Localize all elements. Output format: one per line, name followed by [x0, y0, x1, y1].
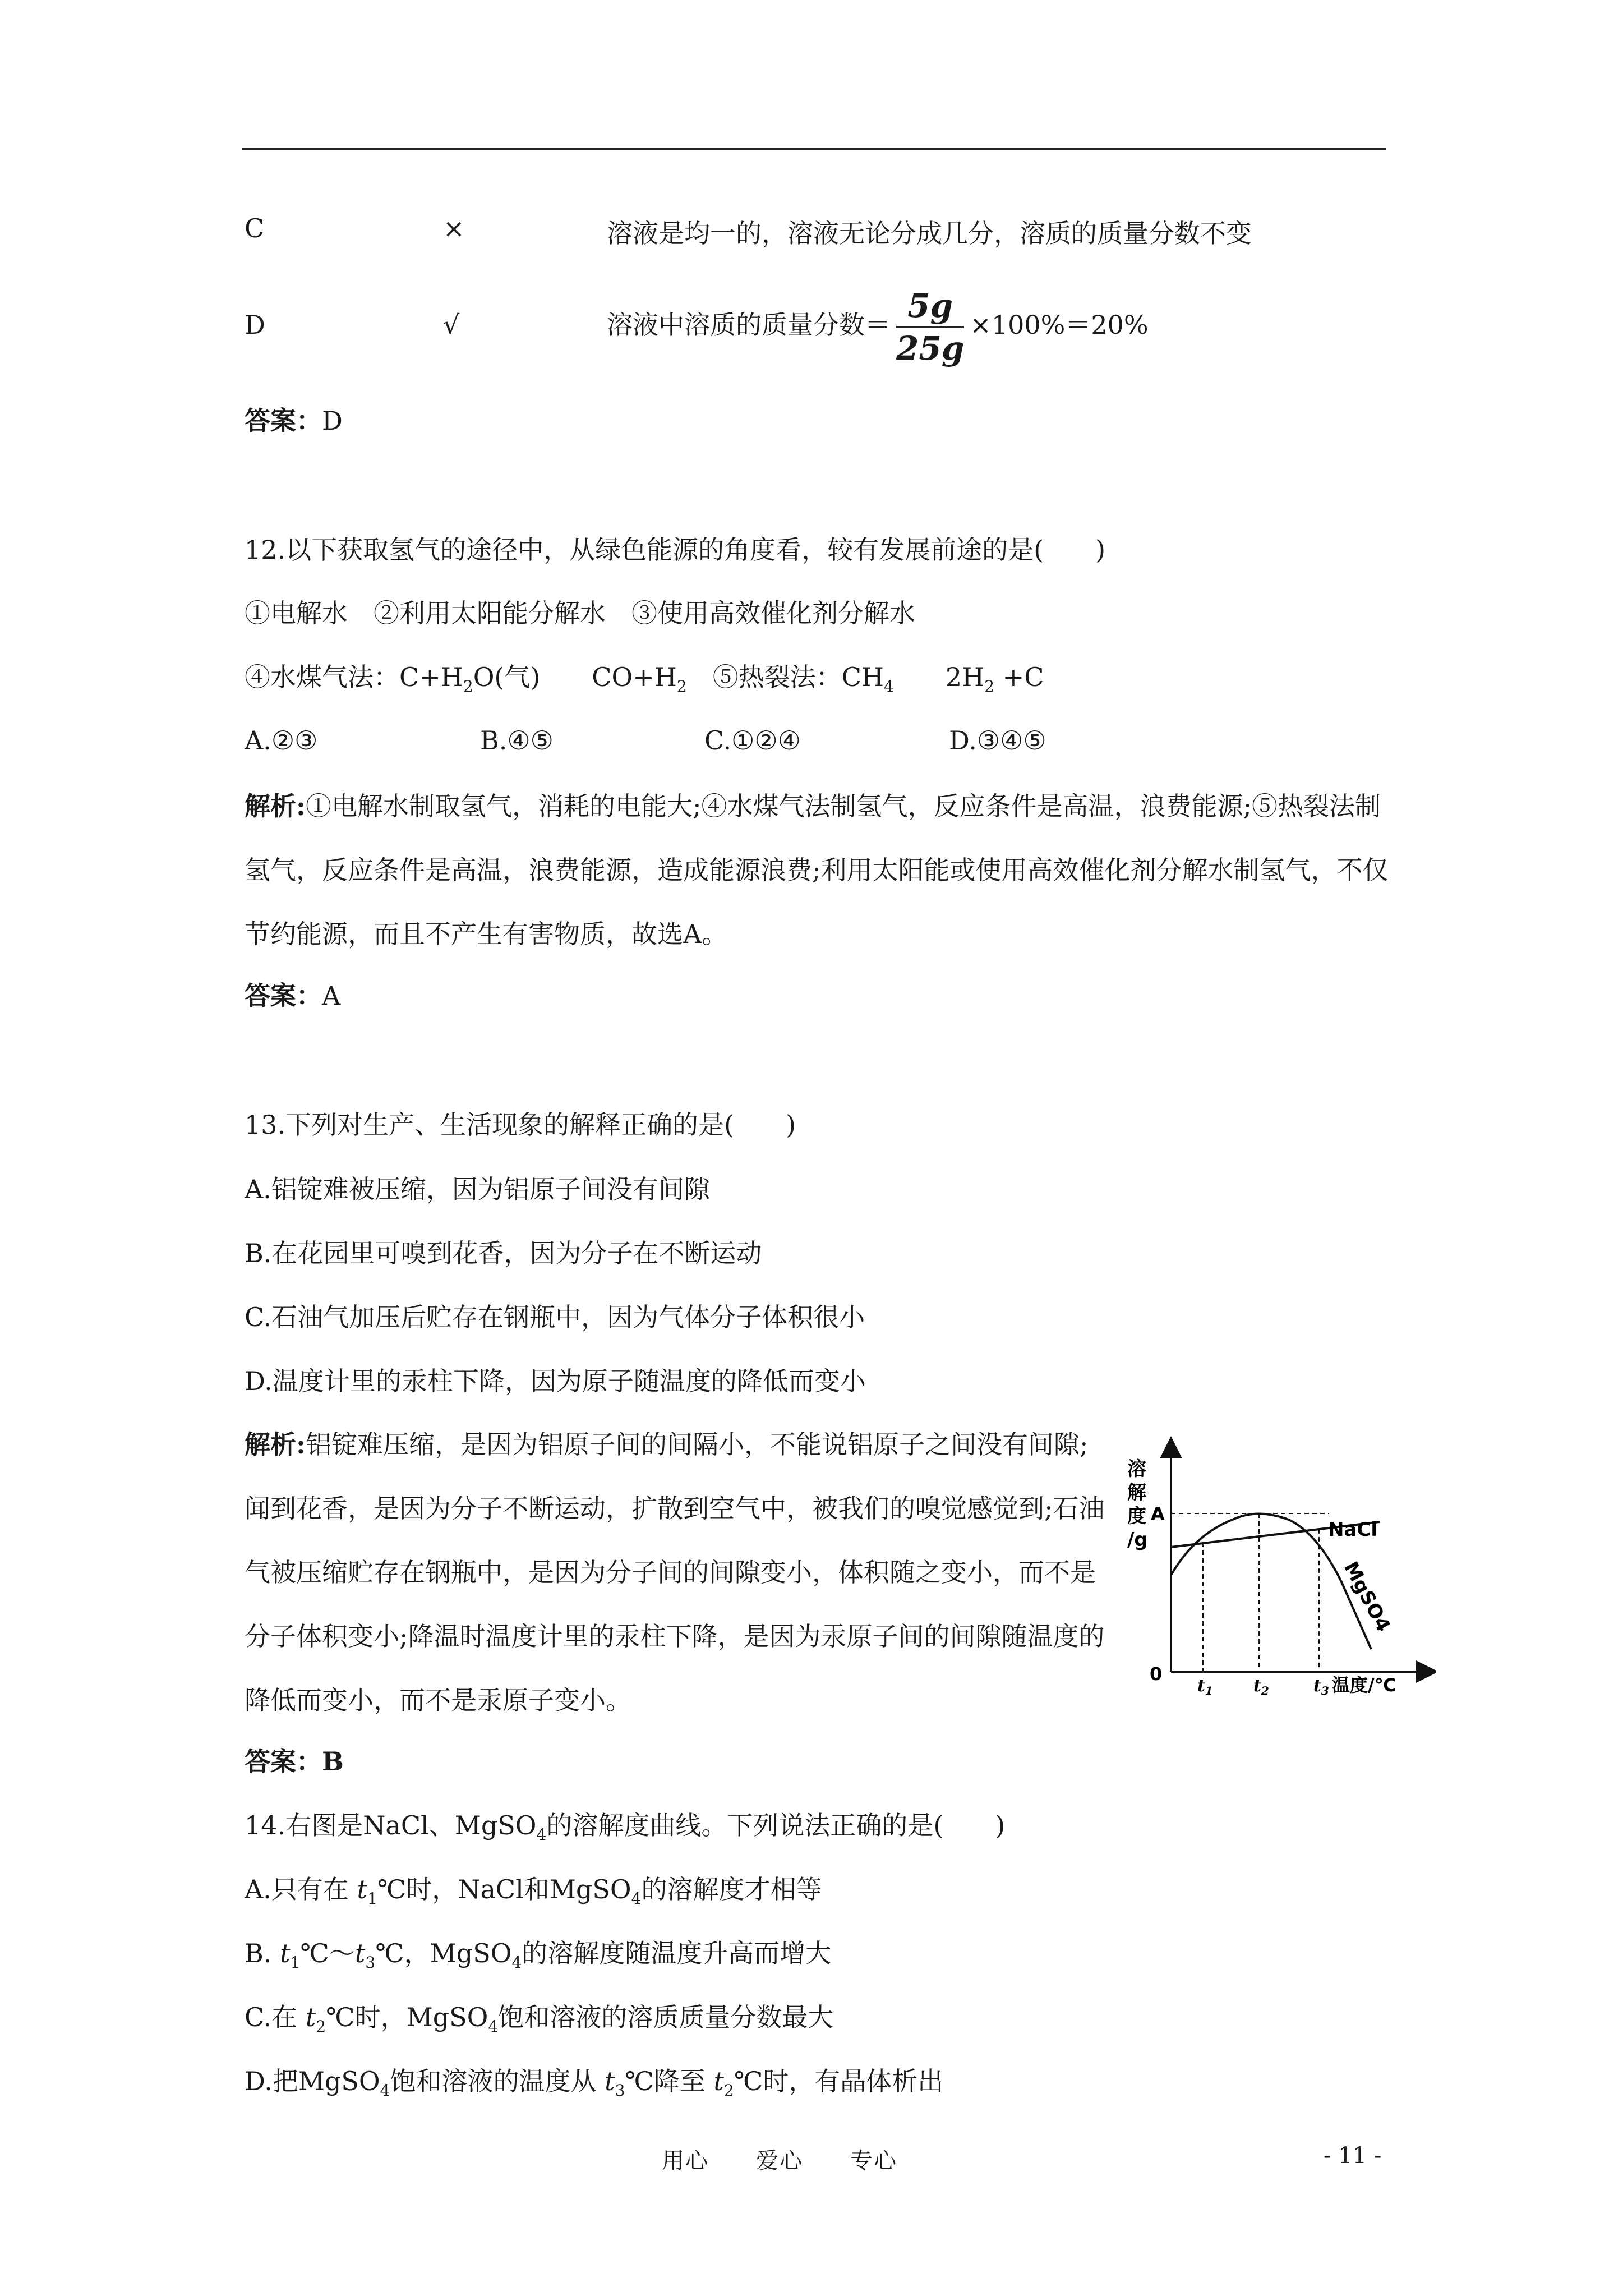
option-a: A.②③	[245, 725, 318, 756]
mgso4-label: MgSO4	[1339, 1558, 1395, 1636]
x-tick-t2: $t_2$	[1253, 1676, 1269, 1697]
analysis-text: 铝锭难压缩，是因为铝原子间的间隔小，不能说铝原子之间没有间隙;闻到花香，是因为分子不断运动，扩散到空气中，被我们的嗅觉感觉到;石油气被压缩贮存在钢瓶中，是因为分子间的间隙变小，体积随之变小，而不是分子体积变小;降温时温度计里的汞柱下降，是因为汞原子间的间隙随温度的降低而变小，而不是汞原子变小。	[245, 1429, 1105, 1715]
answer-label: 答案：	[245, 406, 322, 436]
q14-stem: 14.右图是NaCl、MgSO$_4$的溶解度曲线。下列说法正确的是( )	[245, 1810, 1006, 1844]
analysis-label: 解析:	[245, 791, 306, 821]
x-axis-label: 温度/℃	[1332, 1674, 1396, 1696]
option-b: B.④⑤	[480, 725, 554, 756]
q14-option-c: C.在 $t_2℃$时，MgSO$_4$饱和溶液的溶质质量分数最大	[245, 2002, 834, 2036]
footer-motto: 用心 爱心 专心	[662, 2148, 897, 2174]
x-tick-t3: $t_3$	[1313, 1676, 1329, 1697]
q13-option-d: D.温度计里的汞柱下降，因为原子随温度的降低而变小	[245, 1366, 866, 1396]
q13-option-c: C.石油气加压后贮存在钢瓶中，因为气体分子体积很小	[245, 1302, 865, 1332]
q12-choices-line1: ①电解水 ②利用太阳能分解水 ③使用高效催化剂分解水	[245, 598, 915, 628]
origin-label: 0	[1150, 1663, 1163, 1685]
q12-analysis	[245, 774, 1389, 966]
y-label-char: 解	[1127, 1481, 1146, 1504]
answer-value: D	[322, 406, 343, 436]
option-letter: D	[245, 310, 265, 340]
fraction-numerator: 5g	[896, 286, 964, 328]
fraction	[896, 286, 964, 369]
solubility-chart	[1122, 1436, 1436, 1700]
judgement-mark: ×	[443, 213, 465, 243]
q11-answer	[245, 404, 343, 438]
y-label-char: 溶	[1127, 1458, 1146, 1480]
q12-choices-line2: ④水煤气法：$C+H_2O$(气) $CO+H_2$ ⑤热裂法：$CH_4$ $2H_2 +C$	[245, 662, 1044, 696]
q14-option-d: D.把MgSO$_4$饱和溶液的温度从 $t_3℃$降至 $t_2℃$时，有晶体析出	[245, 2066, 944, 2100]
q13-option-a: A.铝锭难被压缩，因为铝原子间没有间隙	[245, 1174, 710, 1204]
nacl-label: NaCl	[1328, 1519, 1378, 1541]
q14-option-b: B. $t_1℃\sim t_3℃$，MgSO$_4$的溶解度随温度升高而增大	[245, 1938, 832, 1972]
q14-option-a: A.只有在 $t_1℃$时，NaCl和MgSO$_4$的溶解度才相等	[245, 1874, 822, 1908]
option-d: D.③④⑤	[949, 725, 1046, 756]
q13-option-b: B.在花园里可嗅到花香，因为分子在不断运动	[245, 1238, 762, 1268]
y-axis-label	[1127, 1458, 1153, 1551]
judgement-mark: √	[443, 310, 460, 340]
reason-formula	[607, 276, 1149, 374]
answer-value: B	[322, 1746, 344, 1777]
y-label-char: 度	[1127, 1505, 1146, 1527]
q12-stem: 12.以下获取氢气的途径中，从绿色能源的角度看，较有发展前途的是( )	[245, 535, 1106, 565]
answer-label: 答案：	[245, 981, 322, 1011]
q13-stem: 13.下列对生产、生活现象的解释正确的是( )	[245, 1110, 796, 1140]
reason-text: 溶液是均一的，溶液无论分成几分，溶质的质量分数不变	[607, 218, 1252, 249]
analysis-label: 解析:	[245, 1429, 306, 1460]
formula-suffix: ×100%＝20%	[970, 310, 1149, 340]
analysis-text: ①电解水制取氢气，消耗的电能大;④水煤气法制氢气，反应条件是高温，浪费能源;⑤热裂法制氢气，反应条件是高温，浪费能源，造成能源浪费;利用太阳能或使用高效催化剂分解水制氢气，不仅节约能源，而且不产生有害物质，故选A。	[245, 791, 1389, 949]
q13-analysis	[245, 1412, 1108, 1732]
y-label-char: /g	[1127, 1529, 1148, 1551]
option-letter: C	[245, 213, 265, 243]
fraction-denominator: 25g	[896, 329, 965, 367]
y-tick-a: A	[1151, 1503, 1165, 1525]
page-number: - 11 -	[1324, 2143, 1382, 2169]
answer-value: A	[322, 981, 341, 1011]
answer-label: 答案：	[245, 1746, 322, 1777]
header-rule	[242, 148, 1386, 150]
option-c: C.①②④	[704, 725, 801, 756]
q13-answer	[245, 1745, 344, 1778]
q12-answer	[245, 979, 340, 1013]
formula-prefix: 溶液中溶质的质量分数＝	[607, 310, 891, 340]
x-tick-t1: $t_1$	[1197, 1676, 1213, 1697]
